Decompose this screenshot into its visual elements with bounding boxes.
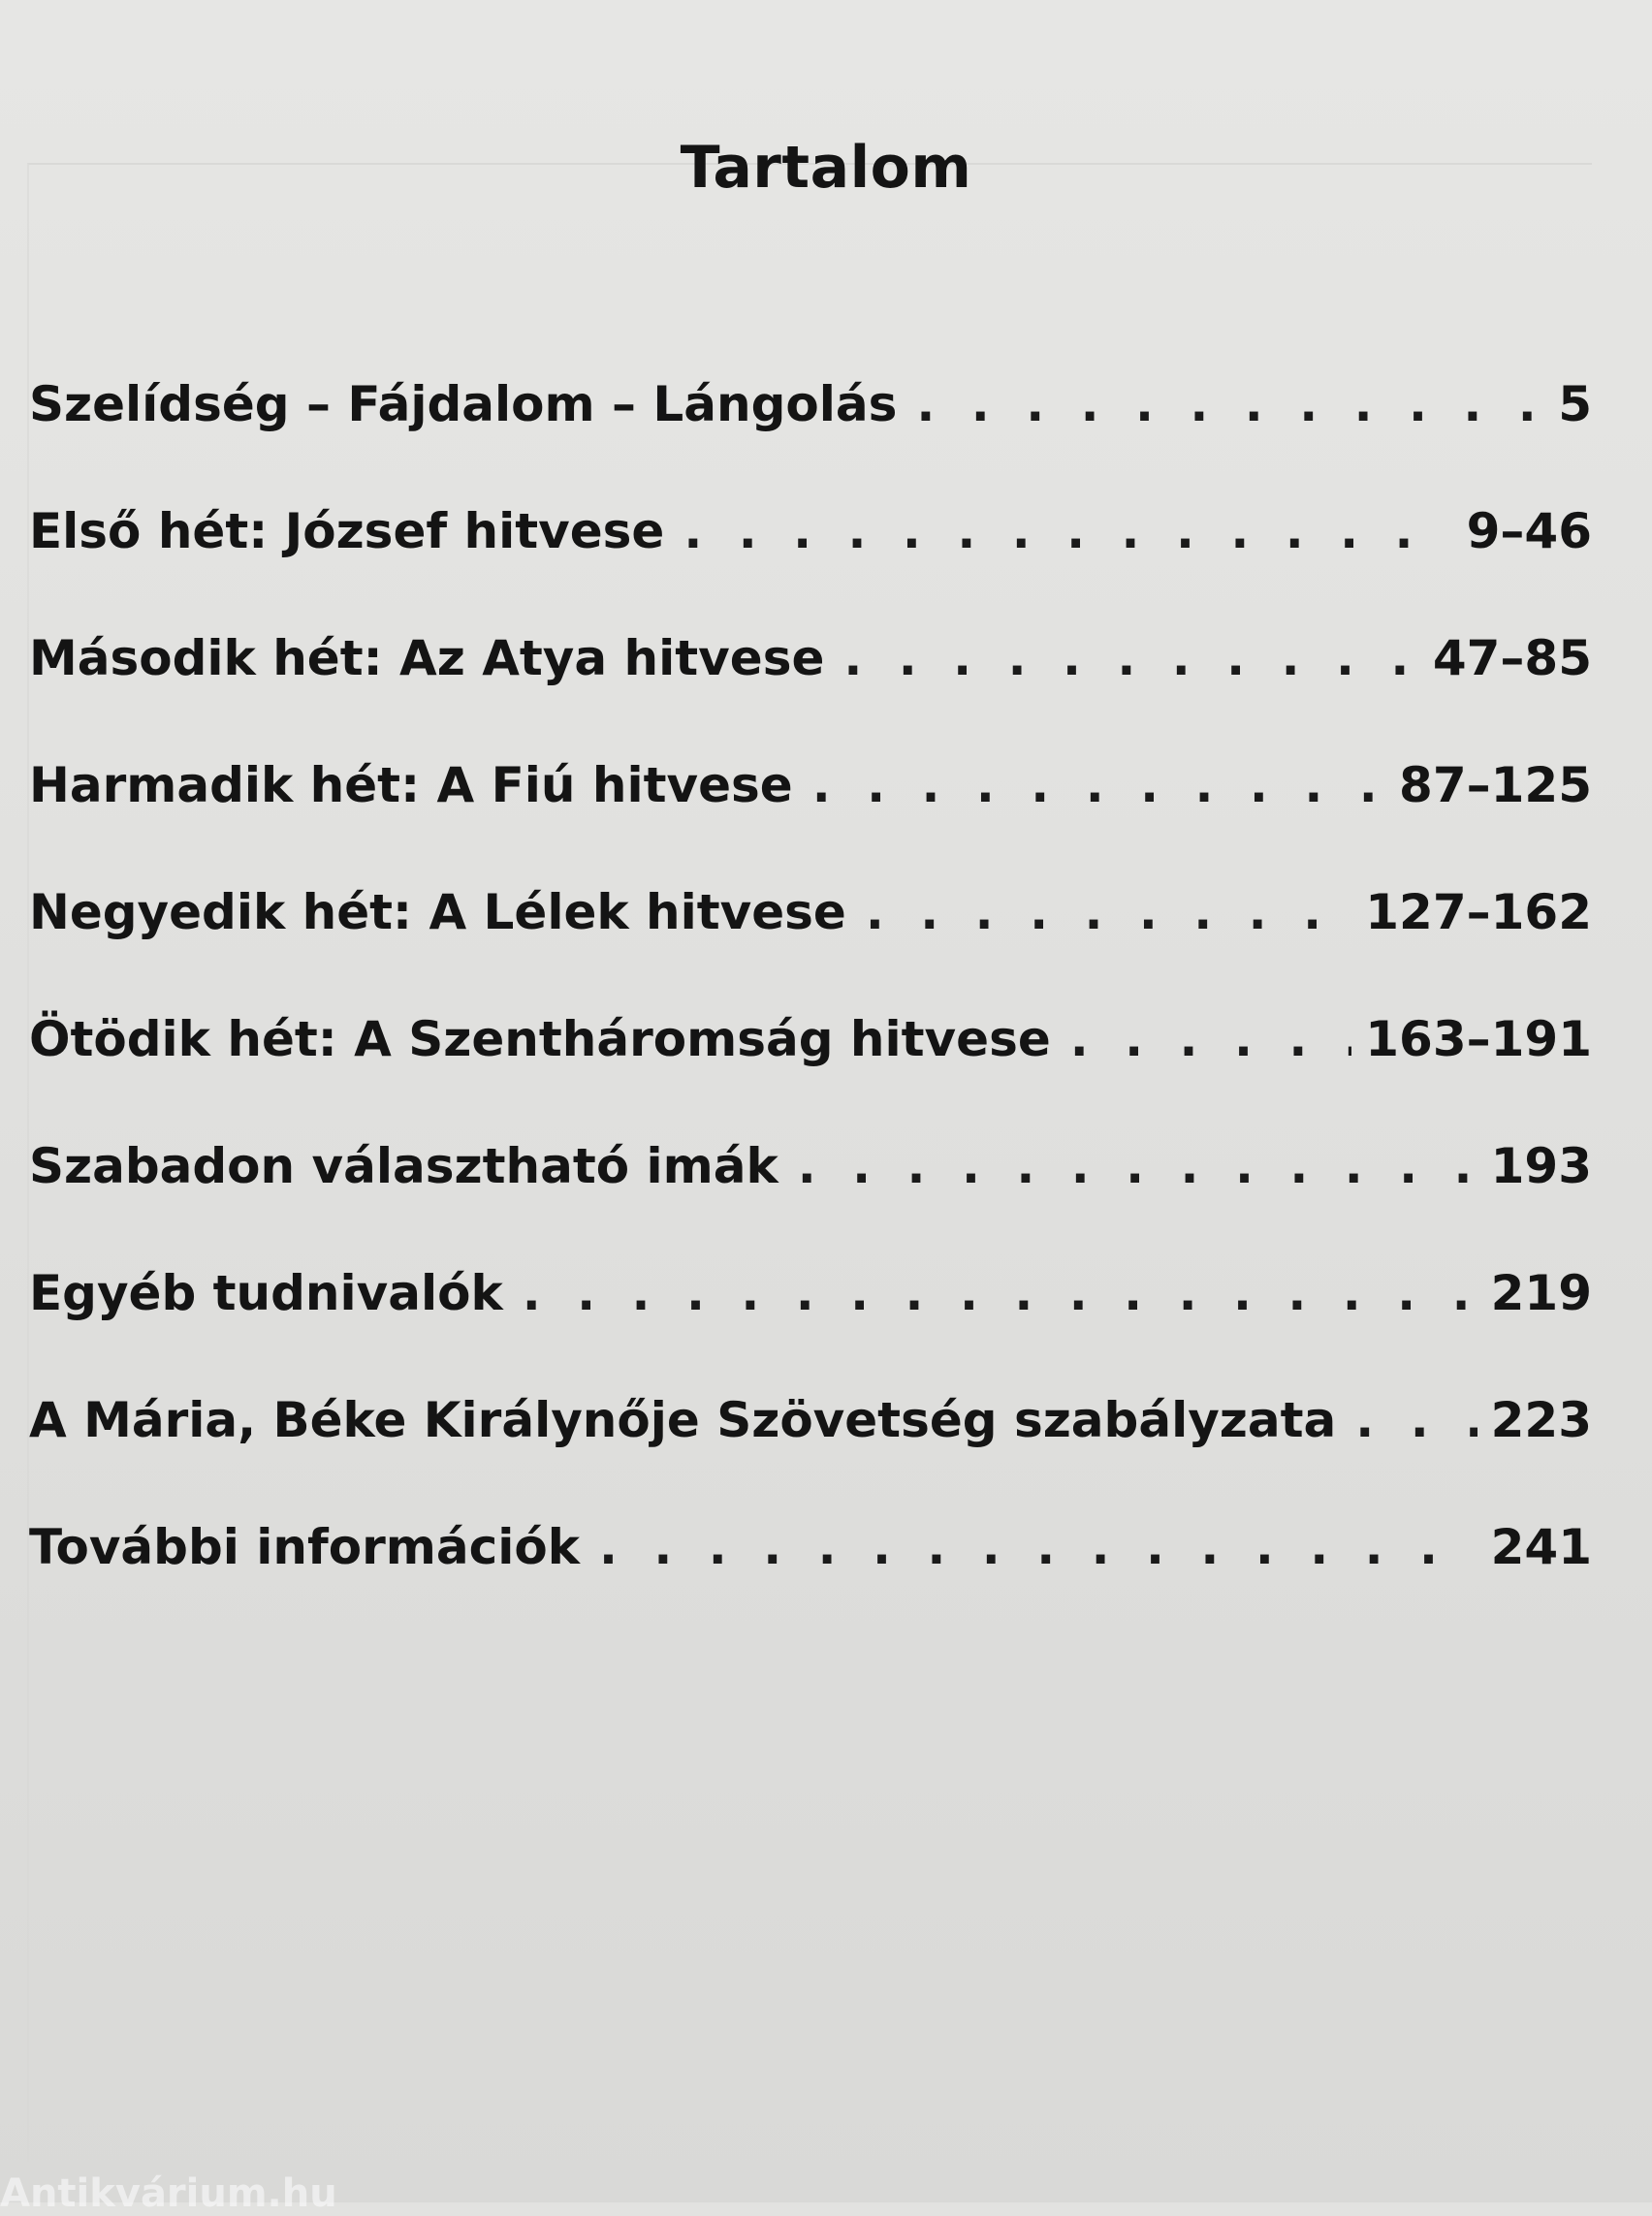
dot-leader: [843, 630, 1418, 686]
toc-entry-page: 127–162: [1365, 884, 1592, 940]
toc-entry-title: További információk: [29, 1519, 580, 1575]
toc-entry: [29, 1011, 1592, 1138]
dot-leader: [866, 884, 1351, 940]
dot-leader: [599, 1519, 1477, 1575]
toc-entry-page: 47–85: [1432, 630, 1592, 686]
table-of-contents: [29, 376, 1592, 1646]
dot-leader: [1070, 1011, 1352, 1067]
toc-entry-title: Egyéb tudnivalók: [29, 1265, 503, 1321]
toc-entry-title: Negyedik hét: A Lélek hitvese: [29, 884, 846, 940]
toc-entry-page: 163–191: [1365, 1011, 1592, 1067]
toc-entry-page: 87–125: [1399, 757, 1592, 813]
toc-entry-page: 9–46: [1466, 503, 1592, 559]
toc-entry: [29, 757, 1592, 884]
dot-leader: [683, 503, 1452, 559]
toc-entry-page: 219: [1490, 1265, 1592, 1321]
dot-leader: [523, 1265, 1477, 1321]
toc-entry: [29, 503, 1592, 630]
toc-entry: [29, 630, 1592, 757]
toc-entry: [29, 376, 1592, 503]
toc-entry: [29, 1265, 1592, 1392]
toc-entry: [29, 1519, 1592, 1646]
toc-entry: [29, 884, 1592, 1011]
toc-entry-title: Ötödik hét: A Szentháromság hitvese: [29, 1011, 1051, 1067]
toc-entry-page: 223: [1490, 1392, 1592, 1448]
toc-entry-title: Szabadon választható imák: [29, 1138, 778, 1194]
toc-entry: [29, 1138, 1592, 1265]
toc-entry: [29, 1392, 1592, 1519]
toc-entry-title: Szelídség – Fájdalom – Lángolás: [29, 376, 898, 432]
toc-entry-title: A Mária, Béke Királynője Szövetség szabályzata: [29, 1392, 1337, 1448]
toc-entry-page: 193: [1490, 1138, 1592, 1194]
toc-entry-page: 241: [1490, 1519, 1592, 1575]
dot-leader: [1355, 1392, 1477, 1448]
dot-leader: [798, 1138, 1477, 1194]
dot-leader: [812, 757, 1385, 813]
watermark: Antikvárium.hu: [0, 2171, 337, 2216]
toc-entry-title: Első hét: József hitvese: [29, 503, 665, 559]
toc-entry-title: Második hét: Az Atya hitvese: [29, 630, 825, 686]
page-title: Tartalom: [680, 134, 972, 202]
dot-leader: [916, 376, 1544, 432]
toc-entry-page: 5: [1558, 376, 1592, 432]
toc-entry-title: Harmadik hét: A Fiú hitvese: [29, 757, 793, 813]
